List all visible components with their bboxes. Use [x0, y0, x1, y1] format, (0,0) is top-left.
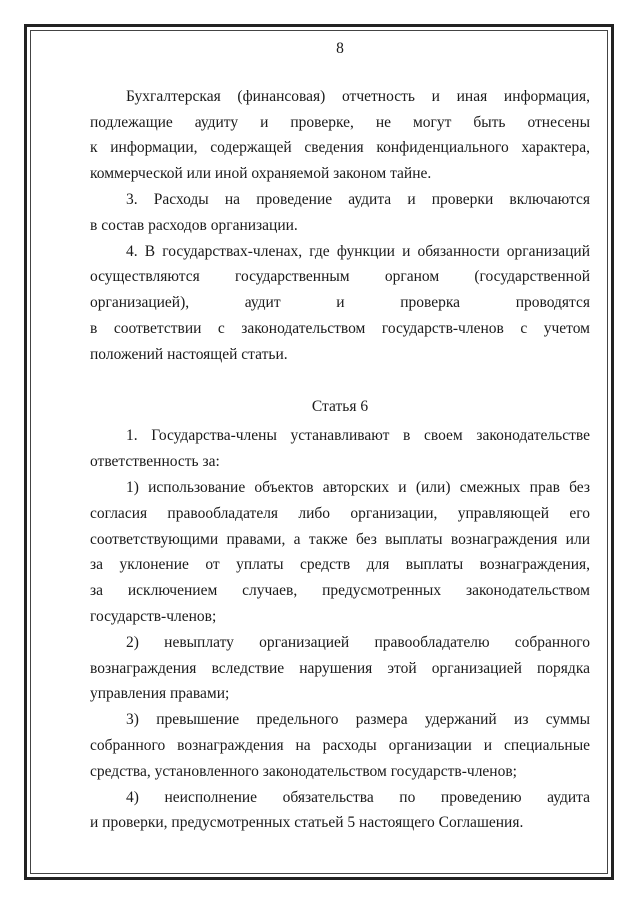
text-line: за уклонение от уплаты средств для выплаты вознаграждения, — [90, 556, 590, 574]
text-line: 2) невыплату организацией правообладателю собранного — [126, 633, 590, 651]
text-line: 3. Расходы на проведение аудита и проверки включаются — [126, 190, 590, 208]
article-heading: Статья 6 — [311, 397, 369, 415]
text-line: соответствующими правами, а также без выплаты вознаграждения или — [90, 530, 590, 548]
text-line: вознаграждения вследствие нарушения этой организацией порядка — [90, 659, 590, 677]
text-line: к информации, содержащей сведения конфиденциального характера, — [90, 139, 590, 157]
text-line: ответственность за: — [90, 453, 220, 471]
text-line: организацией), аудит и проверка проводятся — [90, 294, 590, 312]
text-line: 4. В государствах-членах, где функции и обязанности организаций — [126, 242, 590, 260]
text-line: управления правами; — [90, 685, 230, 703]
document-page — [90, 36, 590, 836]
paragraph-liability-intro — [90, 423, 590, 475]
paragraph-state-organizations — [90, 239, 590, 368]
text-line: 4) неисполнение обязательства по проведению аудита — [126, 788, 590, 806]
text-line: 1. Государства-члены устанавливают в своем законодательстве — [126, 427, 590, 445]
text-line: государств-членов; — [90, 607, 217, 625]
text-line: коммерческой или иной охраняемой законом тайне. — [90, 165, 432, 183]
text-line: осуществляются государственным органом (государственной — [90, 268, 590, 286]
text-line: в соответствии с законодательством государств-членов с учетом — [90, 319, 590, 337]
list-item-3 — [90, 707, 590, 784]
text-line: положений настоящей статьи. — [90, 345, 288, 363]
text-line: за исключением случаев, предусмотренных законодательством — [90, 582, 590, 600]
text-line: 3) превышение предельного размера удержаний из суммы — [126, 711, 590, 729]
text-line: собранного вознаграждения на расходы организации и специальные — [90, 736, 590, 754]
paragraph-audit-expenses — [90, 187, 590, 239]
text-line: в состав расходов организации. — [90, 216, 298, 234]
text-line: средства, установленного законодательством государств-членов; — [90, 762, 517, 780]
text-line: и проверки, предусмотренных статьей 5 настоящего Соглашения. — [90, 814, 524, 832]
list-item-4 — [90, 785, 590, 837]
text-line: Бухгалтерская (финансовая) отчетность и иная информация, — [126, 87, 590, 105]
text-line: подлежащие аудиту и проверке, не могут быть отнесены — [90, 113, 590, 131]
text-line: согласия правообладателя либо организации, управляющей его — [90, 504, 590, 522]
paragraph-financial-statements — [90, 84, 590, 187]
text-line: 1) использование объектов авторских и (или) смежных прав без — [126, 478, 590, 496]
list-item-2 — [90, 630, 590, 707]
page-number: 8 — [336, 40, 344, 57]
list-item-1 — [90, 475, 590, 630]
